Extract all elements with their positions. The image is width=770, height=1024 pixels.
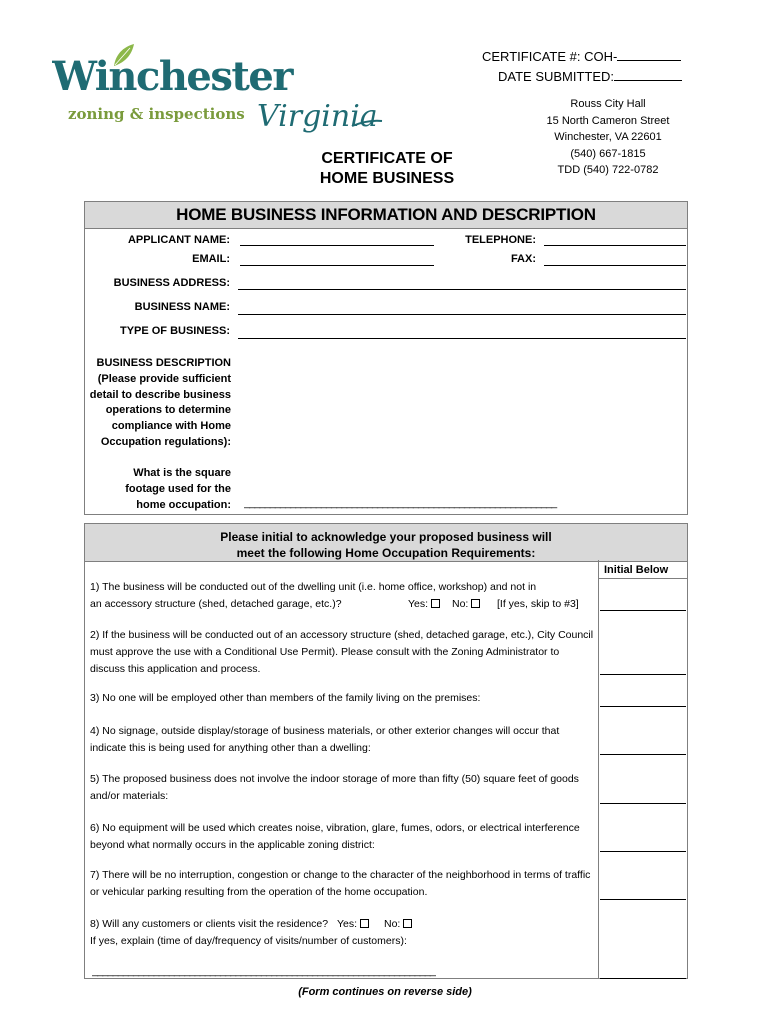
- certificate-number-blank[interactable]: [617, 48, 681, 61]
- address-phone: (540) 667-1815: [570, 147, 646, 160]
- req1-yes-label: Yes:: [408, 597, 429, 610]
- requirement-6: 6) No equipment will be used which creates noise, vibration, glare, fumes, odors, or electrical interference beyond what normally occurs in the applicable zoning district:: [90, 822, 580, 851]
- req1-yes-checkbox[interactable]: [431, 599, 440, 608]
- business-type-input[interactable]: [238, 338, 686, 339]
- email-label: EMAIL:: [192, 253, 230, 265]
- applicant-name-input[interactable]: [240, 245, 434, 246]
- date-submitted-blank[interactable]: [614, 68, 682, 81]
- email-input[interactable]: [240, 265, 434, 266]
- requirement-8-question: 8) Will any customers or clients visit the residence?: [90, 918, 329, 930]
- certificate-number-label: CERTIFICATE #: COH-: [482, 49, 618, 64]
- form-continues-note: (Form continues on reverse side): [298, 986, 472, 998]
- requirements-heading: [85, 529, 687, 561]
- address-line-1: Rouss City Hall: [570, 98, 646, 110]
- business-name-input[interactable]: [238, 314, 686, 315]
- document-title: [292, 149, 482, 189]
- requirement-8-line-2: If yes, explain (time of day/frequency of visits/number of customers):: [90, 934, 407, 947]
- requirement-1-line-1: 1) The business will be conducted out of the dwelling unit (i.e. home office, workshop) and not in: [90, 581, 537, 593]
- initial-header-divider: [598, 578, 688, 579]
- req8-yes-option[interactable]: [337, 918, 369, 930]
- req8-no-option[interactable]: [384, 918, 412, 930]
- req1-yes-option[interactable]: [408, 596, 440, 613]
- section-header-band: [85, 202, 687, 229]
- address-tdd: TDD (540) 722-0782: [557, 164, 659, 176]
- requirement-5: 5) The proposed business does not involve the indoor storage of more than fifty (50) square feet of goods and/or materials:: [90, 773, 579, 802]
- square-footage-label: [86, 466, 231, 513]
- applicant-name-label: APPLICANT NAME:: [127, 234, 230, 246]
- logo-tagline-text: zoning & inspections: [68, 105, 245, 123]
- square-footage-input[interactable]: _____________________________________________________________: [244, 497, 557, 509]
- logo-brand-text: Winchester: [52, 53, 292, 100]
- req8-yes-checkbox[interactable]: [360, 919, 369, 928]
- winchester-logo: [52, 44, 387, 136]
- title-line-1: CERTIFICATE OF: [321, 150, 453, 167]
- sqft-line: home occupation:: [136, 498, 231, 511]
- sqft-line: footage used for the: [125, 482, 231, 495]
- req8-no-label: No:: [383, 918, 401, 930]
- initial-below-header: Initial Below: [604, 564, 669, 576]
- req4-initial-input[interactable]: [600, 754, 686, 755]
- business-address-input[interactable]: [238, 289, 686, 290]
- date-submitted-field[interactable]: [498, 68, 682, 85]
- req1-skip-note: [If yes, skip to #3]: [497, 597, 579, 610]
- req1-no-checkbox[interactable]: [471, 599, 480, 608]
- req8-explain-input[interactable]: ___________________________________________________________________: [92, 965, 435, 977]
- req1-no-label: No:: [452, 597, 469, 610]
- desc-line: BUSINESS DESCRIPTION: [96, 357, 231, 369]
- req8-no-checkbox[interactable]: [403, 919, 412, 928]
- requirement-2: 2) If the business will be conducted out of an accessory structure (shed, detached garage, etc.), City Council must approve the use with a Conditional Use Permit). Please consult with the Zoning Administrator to discuss this application and process.: [90, 629, 594, 675]
- business-type-label: TYPE OF BUSINESS:: [119, 325, 230, 337]
- logo-script-text: Virginia: [257, 99, 378, 134]
- business-address-label: BUSINESS ADDRESS:: [113, 277, 230, 289]
- req1-no-option[interactable]: [452, 596, 480, 613]
- req1-initial-input[interactable]: [600, 610, 686, 611]
- requirements-heading-line-2: meet the following Home Occupation Requirements:: [236, 546, 536, 560]
- fax-input[interactable]: [544, 265, 686, 266]
- desc-line: (Please provide sufficient: [97, 372, 231, 385]
- req6-initial-input[interactable]: [600, 851, 686, 852]
- req2-initial-input[interactable]: [600, 674, 686, 675]
- requirements-header-band: [85, 524, 687, 562]
- requirement-3: 3) No one will be employed other than members of the family living on the premises:: [90, 692, 481, 704]
- requirement-1-question: an accessory structure (shed, detached garage, etc.)?: [90, 597, 342, 610]
- requirement-1-line-2: [90, 596, 595, 613]
- desc-line: Occupation regulations):: [100, 435, 231, 448]
- date-submitted-label: DATE SUBMITTED:: [498, 69, 615, 84]
- initial-column: [598, 560, 688, 979]
- req8-initial-input[interactable]: [600, 978, 686, 979]
- business-description-input[interactable]: [238, 350, 686, 458]
- telephone-input[interactable]: [544, 245, 686, 246]
- requirement-8: [90, 916, 595, 950]
- fax-label: FAX:: [510, 253, 536, 265]
- address-line-2: 15 North Cameron Street: [546, 114, 670, 127]
- requirement-8-line-1: [90, 916, 595, 933]
- req3-initial-input[interactable]: [600, 706, 686, 707]
- req5-initial-input[interactable]: [600, 803, 686, 804]
- title-line-2: HOME BUSINESS: [319, 170, 455, 187]
- requirement-7: 7) There will be no interruption, congestion or change to the character of the neighborhood in terms of traffic or vehicular parking resulting from the operation of the home occupation.: [90, 869, 591, 898]
- office-address: [528, 96, 688, 179]
- requirements-heading-line-1: Please initial to acknowledge your proposed business will: [220, 530, 552, 544]
- telephone-label: TELEPHONE:: [465, 234, 536, 246]
- desc-line: detail to describe business: [89, 388, 231, 401]
- address-line-3: Winchester, VA 22601: [554, 131, 662, 143]
- req8-yes-label: Yes:: [337, 918, 358, 930]
- req7-initial-input[interactable]: [600, 899, 686, 900]
- desc-line: operations to determine: [105, 404, 231, 417]
- sqft-line: What is the square: [133, 467, 231, 479]
- requirement-1: [90, 579, 595, 613]
- requirement-4: 4) No signage, outside display/storage of business materials, or other exterior changes will occur that indicate this is being used for anything other than a dwelling:: [90, 725, 560, 754]
- section-heading: HOME BUSINESS INFORMATION AND DESCRIPTION: [176, 205, 596, 224]
- certificate-number-field[interactable]: [482, 48, 681, 65]
- business-name-label: BUSINESS NAME:: [134, 301, 230, 313]
- desc-line: compliance with Home: [111, 420, 231, 433]
- business-description-label: [86, 356, 231, 451]
